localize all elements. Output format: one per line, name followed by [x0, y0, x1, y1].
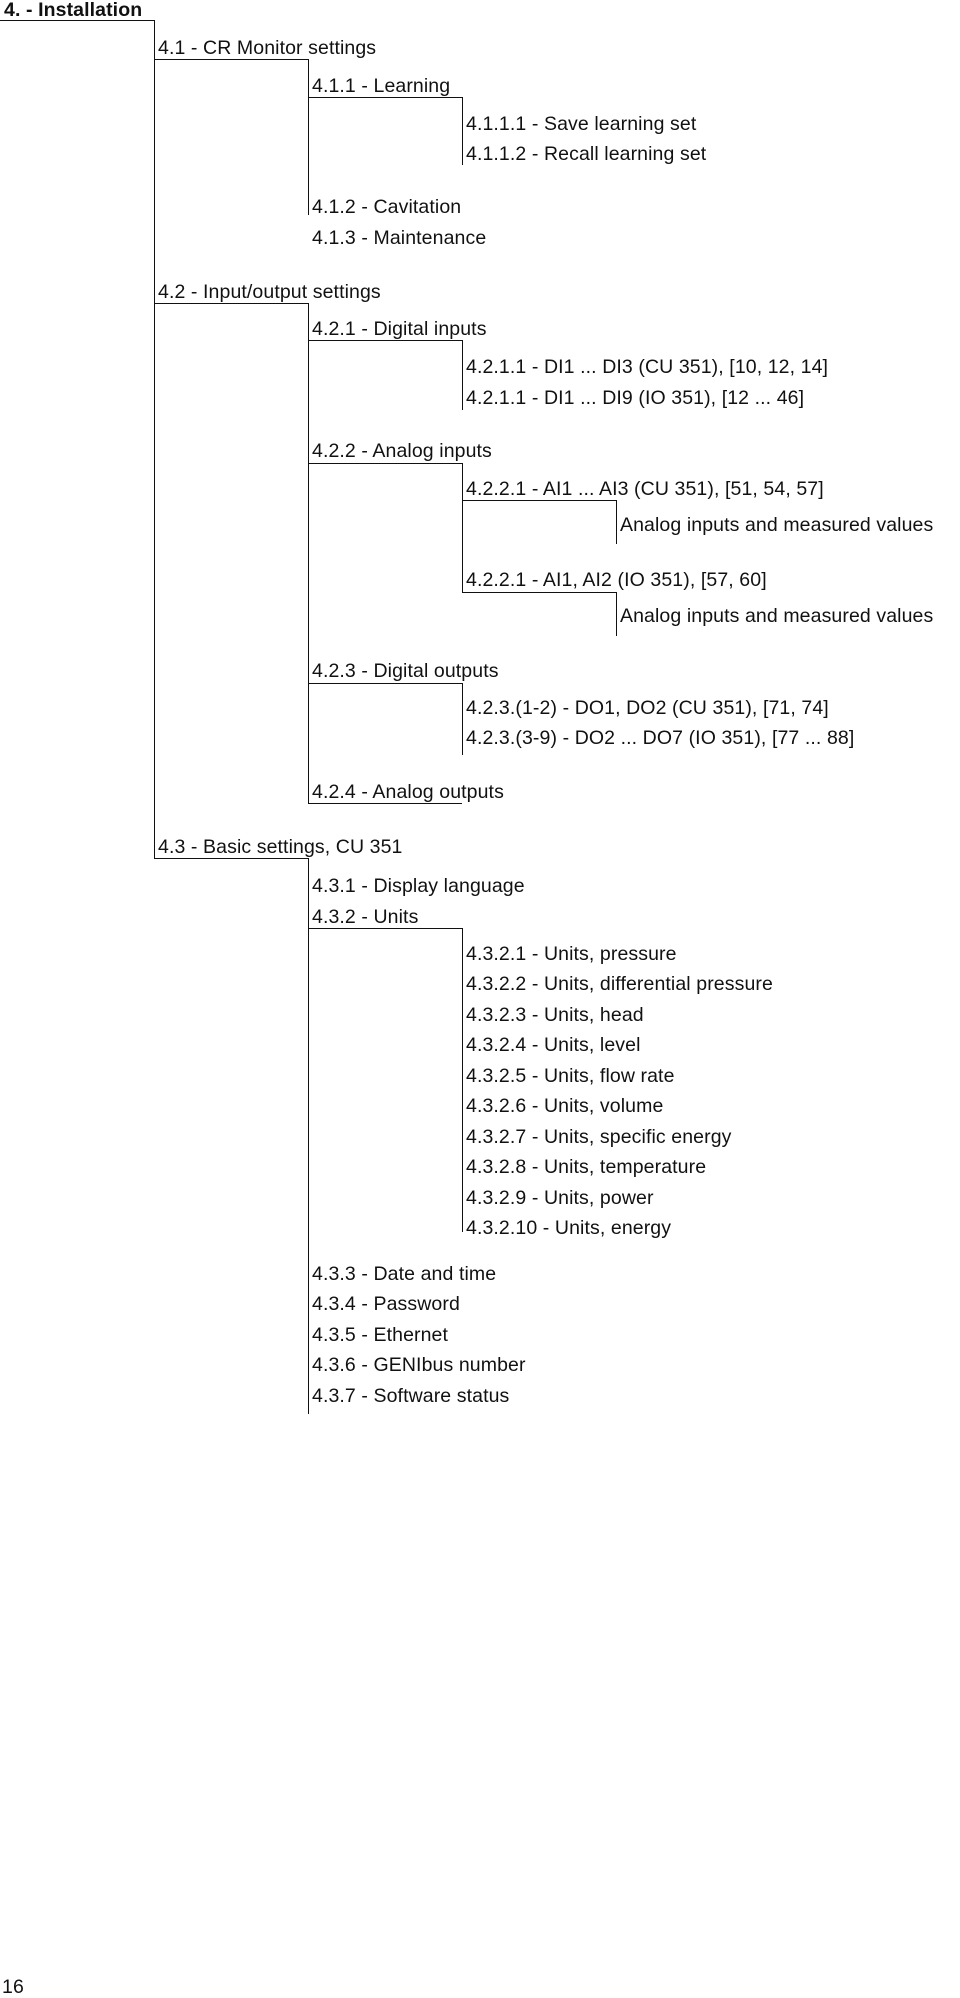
menu-node-units-item: 4.3.2.8 - Units, temperature [466, 1156, 707, 1178]
connector-line [308, 463, 462, 464]
menu-node-4-3-6: 4.3.6 - GENIbus number [312, 1354, 526, 1376]
menu-node-4-1-1-2: 4.1.1.2 - Recall learning set [466, 143, 707, 165]
connector-line [462, 97, 463, 165]
menu-node-4-2-2-1-io: 4.2.2.1 - AI1, AI2 (IO 351), [57, 60] [466, 569, 767, 591]
connector-line [616, 592, 617, 636]
menu-node-4-3: 4.3 - Basic settings, CU 351 [158, 836, 403, 858]
connector-line [154, 59, 308, 60]
connector-line [462, 928, 463, 1232]
menu-node-ai-io-sub: Analog inputs and measured values [620, 605, 934, 627]
connector-line [462, 340, 463, 410]
menu-node-4-2-2: 4.2.2 - Analog inputs [312, 440, 492, 462]
connector-line [154, 858, 308, 859]
menu-node-4-3-4: 4.3.4 - Password [312, 1293, 460, 1315]
menu-node-4-1-3: 4.1.3 - Maintenance [312, 227, 487, 249]
connector-line [308, 59, 309, 215]
menu-node-4-3-7: 4.3.7 - Software status [312, 1385, 510, 1407]
menu-node-units-item: 4.3.2.4 - Units, level [466, 1034, 641, 1056]
menu-node-4-2-3-3-9: 4.2.3.(3-9) - DO2 ... DO7 (IO 351), [77 ... 88] [466, 727, 855, 749]
connector-line [308, 303, 309, 803]
menu-node-4-1-2: 4.1.2 - Cavitation [312, 196, 462, 218]
connector-line [154, 20, 155, 858]
connector-line [308, 683, 462, 684]
menu-node-units-item: 4.3.2.2 - Units, differential pressure [466, 973, 773, 995]
page-number: 16 [2, 1976, 24, 1998]
connector-line [308, 803, 462, 804]
menu-node-4-3-2: 4.3.2 - Units [312, 906, 419, 928]
menu-node-4-1: 4.1 - CR Monitor settings [158, 37, 377, 59]
menu-node-units-item: 4.3.2.7 - Units, specific energy [466, 1126, 732, 1148]
menu-node-4-1-1-1: 4.1.1.1 - Save learning set [466, 113, 697, 135]
menu-node-4-3-3: 4.3.3 - Date and time [312, 1263, 497, 1285]
menu-node-4-3-1: 4.3.1 - Display language [312, 875, 525, 897]
connector-line [154, 303, 308, 304]
connector-line [462, 683, 463, 755]
menu-node-4-2-2-1-cu: 4.2.2.1 - AI1 ... AI3 (CU 351), [51, 54, 57] [466, 478, 824, 500]
connector-line [616, 500, 617, 544]
menu-node-units-item: 4.3.2.10 - Units, energy [466, 1217, 672, 1239]
menu-node-installation: 4. - Installation [4, 0, 143, 21]
menu-node-4-2-1-1-cu: 4.2.1.1 - DI1 ... DI3 (CU 351), [10, 12, 14] [466, 356, 829, 378]
menu-node-4-1-1: 4.1.1 - Learning [312, 75, 451, 97]
connector-line [308, 97, 462, 98]
connector-line [308, 928, 462, 929]
menu-node-units-item: 4.3.2.3 - Units, head [466, 1004, 644, 1026]
menu-node-4-2-3: 4.2.3 - Digital outputs [312, 660, 499, 682]
connector-line [308, 858, 309, 1414]
menu-node-4-3-5: 4.3.5 - Ethernet [312, 1324, 449, 1346]
connector-line [462, 463, 463, 593]
menu-node-units-item: 4.3.2.1 - Units, pressure [466, 943, 677, 965]
menu-node-ai-cu-sub: Analog inputs and measured values [620, 514, 934, 536]
menu-node-4-2-1: 4.2.1 - Digital inputs [312, 318, 487, 340]
menu-node-units-item: 4.3.2.5 - Units, flow rate [466, 1065, 675, 1087]
connector-line [308, 340, 462, 341]
menu-node-4-2-3-1-2: 4.2.3.(1-2) - DO1, DO2 (CU 351), [71, 74] [466, 697, 829, 719]
menu-node-4-2: 4.2 - Input/output settings [158, 281, 381, 303]
menu-node-4-2-1-1-io: 4.2.1.1 - DI1 ... DI9 (IO 351), [12 ... 46] [466, 387, 805, 409]
menu-node-4-2-4: 4.2.4 - Analog outputs [312, 781, 504, 803]
connector-line [462, 500, 616, 501]
connector-line [462, 592, 616, 593]
menu-node-units-item: 4.3.2.6 - Units, volume [466, 1095, 664, 1117]
menu-node-units-item: 4.3.2.9 - Units, power [466, 1187, 654, 1209]
